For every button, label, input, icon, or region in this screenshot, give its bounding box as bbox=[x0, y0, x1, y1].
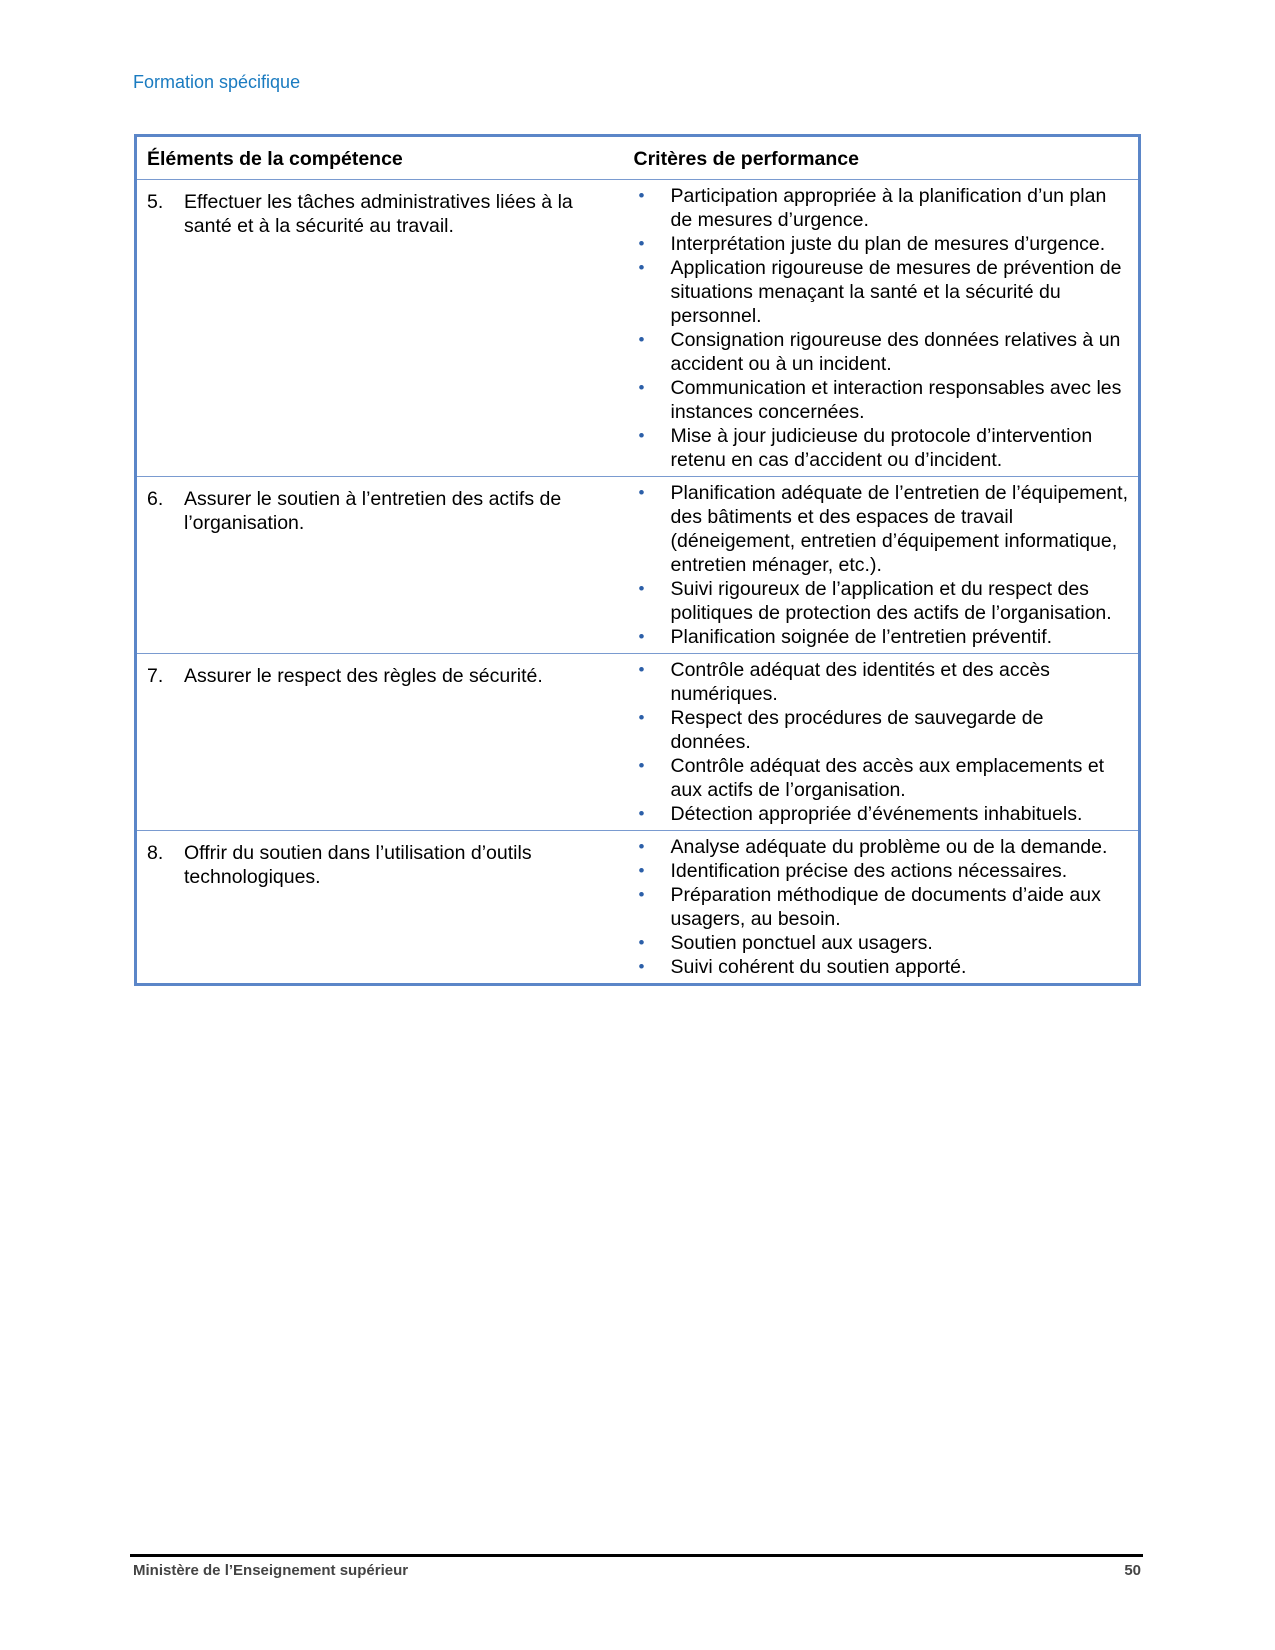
footer-ministry: Ministère de l’Enseignement supérieur bbox=[133, 1562, 409, 1579]
criterion-text: Planification adéquate de l’entretien de l’équipement, des bâtiments et des espaces de travail (déneigement, entretien d’équipement informatique, entretien ménager, etc.). bbox=[670, 482, 1128, 576]
criterion-text: Identification précise des actions nécessaires. bbox=[670, 860, 1068, 882]
criterion-item bbox=[634, 577, 1129, 625]
criterion-item bbox=[634, 955, 1129, 979]
competence-element bbox=[147, 835, 614, 889]
criterion-text: Planification soignée de l’entretien préventif. bbox=[670, 626, 1053, 648]
bullet-icon: • bbox=[638, 330, 645, 349]
bullet-icon: • bbox=[638, 708, 645, 727]
criterion-text: Participation appropriée à la planification d’un plan de mesures d’urgence. bbox=[670, 185, 1107, 231]
element-text: Offrir du soutien dans l’utilisation d’outils technologiques. bbox=[184, 842, 532, 888]
bullet-icon: • bbox=[638, 660, 645, 679]
table-row bbox=[136, 654, 1140, 831]
criterion-item bbox=[634, 256, 1129, 328]
criterion-text: Analyse adéquate du problème ou de la demande. bbox=[670, 836, 1108, 858]
bullet-icon: • bbox=[638, 933, 645, 952]
table-row bbox=[136, 477, 1140, 654]
competence-table bbox=[134, 134, 1141, 986]
bullet-icon: • bbox=[638, 837, 645, 856]
element-text: Assurer le respect des règles de sécurité. bbox=[184, 665, 543, 687]
element-number: 7. bbox=[147, 665, 164, 687]
criterion-text: Contrôle adéquat des accès aux emplacements et aux actifs de l’organisation. bbox=[670, 755, 1105, 801]
criterion-text: Consignation rigoureuse des données relatives à un accident ou à un incident. bbox=[670, 329, 1121, 375]
criteria-list bbox=[634, 658, 1129, 826]
bullet-icon: • bbox=[638, 483, 645, 502]
bullet-icon: • bbox=[638, 804, 645, 823]
criterion-item bbox=[634, 625, 1129, 649]
bullet-icon: • bbox=[638, 426, 645, 445]
element-cell bbox=[136, 180, 624, 477]
element-number: 5. bbox=[147, 191, 164, 213]
criterion-item bbox=[634, 802, 1129, 826]
criterion-text: Respect des procédures de sauvegarde de données. bbox=[670, 707, 1044, 753]
criterion-item bbox=[634, 376, 1129, 424]
table-row bbox=[136, 831, 1140, 985]
bullet-icon: • bbox=[638, 234, 645, 253]
running-header: Formation spécifique bbox=[133, 72, 301, 92]
bullet-icon: • bbox=[638, 957, 645, 976]
bullet-icon: • bbox=[638, 861, 645, 880]
criterion-item bbox=[634, 706, 1129, 754]
element-number: 6. bbox=[147, 488, 164, 510]
element-number: 8. bbox=[147, 842, 164, 864]
criterion-item bbox=[634, 481, 1129, 577]
bullet-icon: • bbox=[638, 579, 645, 598]
criterion-text: Application rigoureuse de mesures de prévention de situations menaçant la santé et la sécurité du personnel. bbox=[670, 257, 1122, 327]
criteria-list bbox=[634, 835, 1129, 979]
criteria-cell bbox=[624, 654, 1140, 831]
bullet-icon: • bbox=[638, 756, 645, 775]
criterion-item bbox=[634, 424, 1129, 472]
criterion-item bbox=[634, 658, 1129, 706]
criterion-text: Suivi cohérent du soutien apporté. bbox=[670, 956, 967, 978]
criterion-text: Suivi rigoureux de l’application et du respect des politiques de protection des actifs de l’organisation. bbox=[670, 578, 1112, 624]
criterion-item bbox=[634, 184, 1129, 232]
bullet-icon: • bbox=[638, 378, 645, 397]
competence-element bbox=[147, 658, 614, 688]
bullet-icon: • bbox=[638, 258, 645, 277]
criterion-text: Contrôle adéquat des identités et des accès numériques. bbox=[670, 659, 1050, 705]
competence-element bbox=[147, 184, 614, 238]
element-cell bbox=[136, 831, 624, 985]
element-text: Assurer le soutien à l’entretien des actifs de l’organisation. bbox=[184, 488, 562, 534]
criterion-text: Interprétation juste du plan de mesures d’urgence. bbox=[670, 233, 1106, 255]
criteria-cell bbox=[624, 180, 1140, 477]
criterion-text: Détection appropriée d’événements inhabituels. bbox=[670, 803, 1083, 825]
element-cell bbox=[136, 654, 624, 831]
criterion-text: Mise à jour judicieuse du protocole d’intervention retenu en cas d’accident ou d’incident. bbox=[670, 425, 1093, 471]
criterion-item bbox=[634, 754, 1129, 802]
element-cell bbox=[136, 477, 624, 654]
criteria-list bbox=[634, 184, 1129, 472]
criteria-cell bbox=[624, 477, 1140, 654]
competence-element bbox=[147, 481, 614, 535]
criteria-cell bbox=[624, 831, 1140, 985]
bullet-icon: • bbox=[638, 627, 645, 646]
page-number: 50 bbox=[1124, 1562, 1141, 1579]
criterion-item bbox=[634, 859, 1129, 883]
criterion-text: Communication et interaction responsables avec les instances concernées. bbox=[670, 377, 1122, 423]
column-header-elements: Éléments de la compétence bbox=[136, 136, 624, 180]
bullet-icon: • bbox=[638, 885, 645, 904]
bullet-icon: • bbox=[638, 186, 645, 205]
element-text: Effectuer les tâches administratives liées à la santé et à la sécurité au travail. bbox=[184, 191, 573, 237]
criterion-item bbox=[634, 931, 1129, 955]
table-body bbox=[136, 180, 1140, 985]
criterion-text: Préparation méthodique de documents d’aide aux usagers, au besoin. bbox=[670, 884, 1101, 930]
criterion-item bbox=[634, 232, 1129, 256]
criteria-list bbox=[634, 481, 1129, 649]
table-row bbox=[136, 180, 1140, 477]
criterion-text: Soutien ponctuel aux usagers. bbox=[670, 932, 933, 954]
criterion-item bbox=[634, 328, 1129, 376]
criterion-item bbox=[634, 883, 1129, 931]
footer-rule bbox=[130, 1554, 1143, 1557]
criterion-item bbox=[634, 835, 1129, 859]
column-header-criteria: Critères de performance bbox=[624, 136, 1140, 180]
table-header-row bbox=[136, 136, 1140, 180]
